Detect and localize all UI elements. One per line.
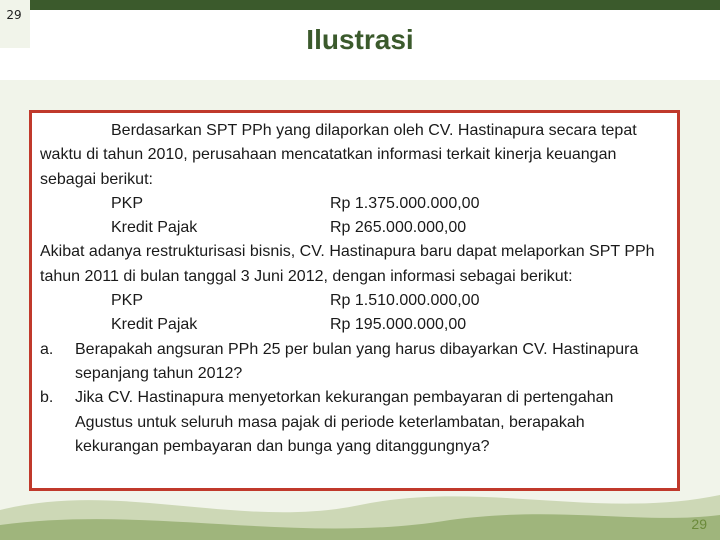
- question-a: [40, 338, 669, 387]
- corner-slide-number: 29: [6, 8, 22, 22]
- amount-value: Rp 265.000.000,00: [330, 219, 467, 237]
- amount-value: Rp 1.510.000.000,00: [330, 292, 480, 310]
- amount-value: Rp 195.000.000,00: [330, 316, 467, 334]
- intro-paragraph: Berdasarkan SPT PPh yang dilaporkan oleh CV. Hastinapura secara tepat waktu di tahun 2010, perusahaan mencatatkan informasi terkait kinerja keuangan sebagai berikut:: [40, 122, 637, 188]
- amount-row-2011-kredit-pajak: [40, 313, 669, 337]
- amount-row-2011-pkp: [40, 289, 669, 313]
- page-number: 29: [691, 516, 707, 532]
- restructure-paragraph: Akibat adanya restrukturisasi bisnis, CV. Hastinapura baru dapat melaporkan SPT PPh tahun 2011 di bulan tanggal 3 Juni 2012, dengan informasi sebagai berikut:: [40, 243, 655, 285]
- slide-title: Ilustrasi: [306, 24, 414, 55]
- amount-label: Kredit Pajak: [111, 219, 198, 237]
- amount-row-2010-kredit-pajak: [40, 216, 669, 240]
- question-marker: a.: [40, 340, 54, 358]
- amount-row-2010-pkp: [40, 192, 669, 216]
- question-b: [40, 386, 669, 459]
- top-bar: [0, 0, 720, 10]
- question-text: Berapakah angsuran PPh 25 per bulan yang harus dibayarkan CV. Hastinapura sepanjang tahun 2012?: [75, 340, 639, 382]
- amount-value: Rp 1.375.000.000,00: [330, 194, 480, 212]
- question-marker: b.: [40, 389, 54, 407]
- amount-label: Kredit Pajak: [111, 316, 198, 334]
- amount-label: PKP: [111, 194, 144, 212]
- problem-box: [29, 110, 680, 491]
- amount-label: PKP: [111, 292, 144, 310]
- question-text: Jika CV. Hastinapura menyetorkan kekurangan pembayaran di pertengahan Agustus untuk seluruh masa pajak di periode keterlambatan, berapakah kekurangan pembayaran dan bunga yang ditanggungnya?: [75, 389, 614, 455]
